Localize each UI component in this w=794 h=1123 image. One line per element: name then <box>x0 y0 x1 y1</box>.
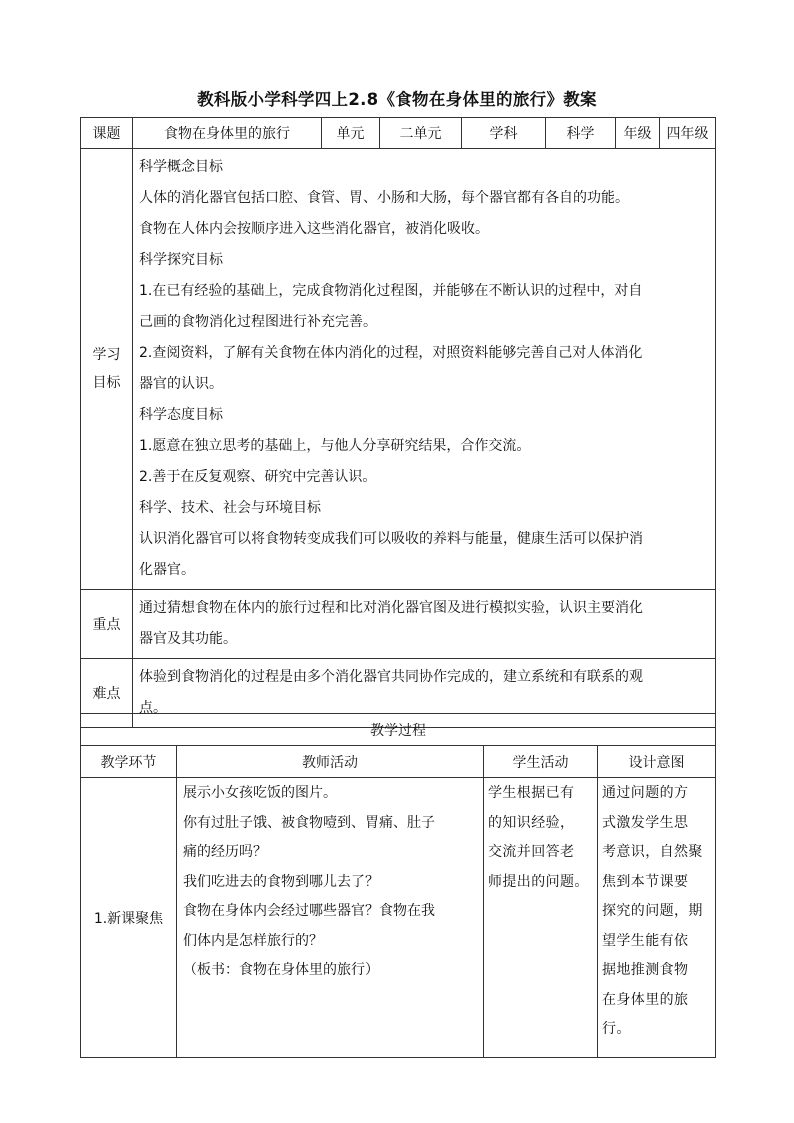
goal-line: 人体的消化器官包括口腔、食管、胃、小肠和大肠，每个器官都有各自的功能。 <box>139 190 629 206</box>
design-intent-line: 通过问题的方 <box>602 785 689 801</box>
key-points-content <box>133 590 716 659</box>
teaching-process-table <box>80 713 716 1058</box>
column-header-step: 教学环节 <box>81 746 177 778</box>
student-activity-line: 师提出的问题。 <box>488 873 589 890</box>
column-header-student: 学生活动 <box>484 746 598 778</box>
student-activity-cell <box>484 778 598 1058</box>
student-activity-line: 的知识经验， <box>488 814 575 831</box>
column-header-teacher: 教师活动 <box>177 746 484 778</box>
goal-line: 2.查阅资料，了解有关食物在体内消化的过程，对照资料能够完善自己对人体消化 <box>139 345 643 361</box>
grade-value: 四年级 <box>660 118 716 149</box>
design-intent-line: 焦到本节课要 <box>602 873 689 890</box>
goal-line: 科学探究目标 <box>139 252 223 268</box>
design-intent-cell <box>598 778 716 1058</box>
difficulty-line: 点。 <box>139 700 167 716</box>
unit-label: 单元 <box>322 118 380 149</box>
difficulties-label: 难点 <box>81 659 133 728</box>
design-intent-line: 据地推测食物 <box>602 962 689 978</box>
topic-value: 食物在身体里的旅行 <box>133 118 322 149</box>
lesson-info-table <box>80 117 716 728</box>
key-points-row <box>81 590 716 659</box>
design-intent-line: 式激发学生思 <box>602 814 689 831</box>
goal-line: 食物在人体内会按顺序进入这些消化器官，被消化吸收。 <box>139 221 489 237</box>
goal-line: 认识消化器官可以将食物转变成我们可以吸收的养料与能量，健康生活可以保护消 <box>139 531 643 547</box>
goal-line: 1.在已有经验的基础上，完成食物消化过程图，并能够在不断认识的过程中，对自 <box>139 283 643 299</box>
goal-line: 2.善于在反复观察、研究中完善认识。 <box>139 469 377 485</box>
teacher-activity-line: 我们吃进去的食物到哪儿去了？ <box>183 873 379 890</box>
unit-value: 二单元 <box>380 118 462 149</box>
teacher-activity-line: 痛的经历吗？ <box>183 844 267 860</box>
column-header-intent: 设计意图 <box>598 746 716 778</box>
key-point-line: 器官及其功能。 <box>139 631 237 647</box>
process-row <box>81 778 716 1058</box>
goal-line: 己画的食物消化过程图进行补充完善。 <box>139 314 377 330</box>
key-point-line: 通过猜想食物在体内的旅行过程和比对消化器官图及进行模拟实验，认识主要消化 <box>139 600 643 616</box>
teacher-activity-line: 展示小女孩吃饭的图片。 <box>183 785 337 801</box>
subject-value: 科学 <box>546 118 616 149</box>
topic-label: 课题 <box>81 118 133 149</box>
subject-label: 学科 <box>462 118 546 149</box>
teacher-activity-line: 你有过肚子饿、被食物噎到、胃痛、肚子 <box>183 814 435 831</box>
teacher-activity-line: 食物在身体内会经过哪些器官？食物在我 <box>183 903 435 919</box>
goal-line: 科学、技术、社会与环境目标 <box>139 500 321 516</box>
design-intent-line: 考意识，自然聚 <box>602 844 703 860</box>
process-heading-row <box>81 714 716 746</box>
step-cell: 1.新课聚焦 <box>81 778 177 1058</box>
key-points-label: 重点 <box>81 590 133 659</box>
goals-label-line-1: 学习 <box>92 347 121 363</box>
goal-line: 器官的认识。 <box>139 376 223 392</box>
student-activity-line: 交流并回答老 <box>488 844 575 860</box>
teacher-activity-cell <box>177 778 484 1058</box>
goals-label-line-2: 目标 <box>92 375 121 391</box>
design-intent-line: 探究的问题，期 <box>602 903 703 919</box>
goals-row <box>81 149 716 590</box>
goals-label <box>81 149 133 590</box>
design-intent-line: 在身体里的旅 <box>602 991 689 1008</box>
grade-label: 年级 <box>616 118 660 149</box>
design-intent-line: 望学生能有依 <box>602 932 689 949</box>
difficulty-line: 体验到食物消化的过程是由多个消化器官共同协作完成的，建立系统和有联系的观 <box>139 669 643 685</box>
document-title: 教科版小学科学四上2.8《食物在身体里的旅行》教案 <box>197 90 597 109</box>
goal-line: 1.愿意在独立思考的基础上，与他人分享研究结果，合作交流。 <box>139 438 531 454</box>
process-heading: 教学过程 <box>81 714 716 746</box>
goal-line: 化器官。 <box>139 562 195 578</box>
process-header-row <box>81 746 716 778</box>
student-activity-line: 学生根据已有 <box>488 785 575 801</box>
goal-line: 科学概念目标 <box>139 159 223 175</box>
goals-content <box>133 149 716 590</box>
goal-line: 科学态度目标 <box>139 407 223 423</box>
teacher-activity-line: 们体内是怎样旅行的？ <box>183 932 323 949</box>
info-row <box>81 118 716 149</box>
teacher-activity-line: （板书：食物在身体里的旅行） <box>183 962 379 978</box>
design-intent-line: 行。 <box>602 1021 631 1037</box>
